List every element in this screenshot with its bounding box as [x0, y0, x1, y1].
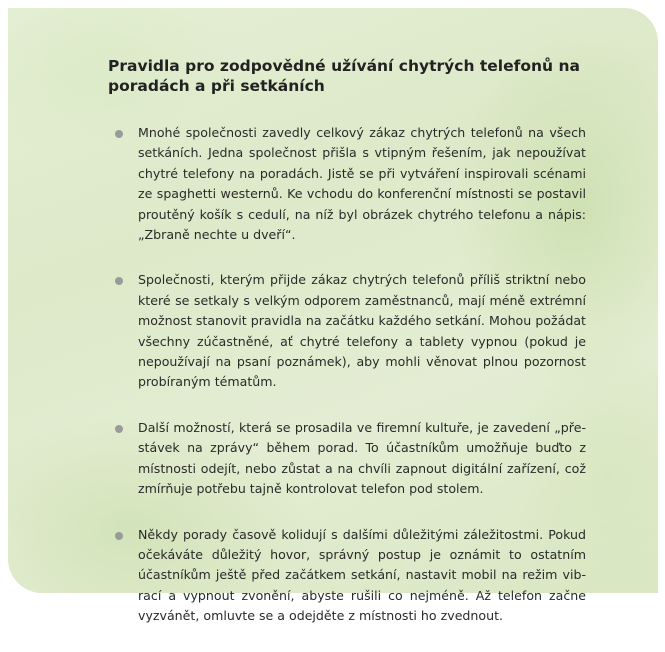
list-item-text: Někdy porady časově kolidují s dalšími důležitými záležitostmi. Pokud očekáváte důležitý hovor, správný postup je oznámit to ostatním účastníkům ještě před začátkem setkání, nastavit mobil na režim vibrací a vypnout zvonění, abyste rušili co nejméně. Až telefon začne vyzvánět, omluvte se a odejděte z místnosti ho zvednout.	[138, 526, 586, 624]
list-item	[108, 123, 586, 245]
bullet-icon	[115, 532, 123, 540]
bullet-list	[108, 123, 586, 652]
list-item-text: Mnohé společnosti zavedly celkový zákaz chytrých telefonů na všech setkáních. Jedna společnost přišla s vtipným řešením, jak nepoužívat chytré telefony na poradách. Jistě se při vytváření inspirovali scénami ze spaghetti westernů. Ke vchodu do konferenční místnosti se postavil proutěný košík s cedulí, na níž byl obrázek chytrého telefonu a nápis: „Zbraně nechte u dveří“.	[138, 125, 586, 243]
list-item-text: Další možností, která se prosadila ve firemní kultuře, je zavedení „přestávek na zprávy“ během porad. To účastníkům umožňuje buďto z místnosti odejít, nebo zůstat a na chvíli zapnout digitální zařízení, což zmírňuje potřebu tajně kontrolovat telefon pod stolem.	[138, 419, 586, 497]
bullet-icon	[115, 130, 123, 138]
bullet-icon	[115, 425, 123, 433]
list-item	[108, 525, 586, 627]
section-title: Pravidla pro zodpovědné užívání chytrých telefonů na poradách a při setkáních	[108, 57, 580, 95]
content-panel	[8, 8, 658, 624]
list-item-text: Společnosti, kterým přijde zákaz chytrých telefonů příliš striktní nebo které se setkaly s velkým odporem zaměstnanců, mají méně extrémní možnost stanovit pravidla na začátku každého setkání. Mohou požádat všechny zúčastněné, ať chytré telefony a tablety vypnou (pokud je nepoužívají na psaní poznámek), aby mohli věnovat plnou pozornost probíraným tématům.	[138, 272, 586, 390]
list-item	[108, 418, 586, 500]
list-item	[108, 270, 586, 392]
bullet-icon	[115, 277, 123, 285]
